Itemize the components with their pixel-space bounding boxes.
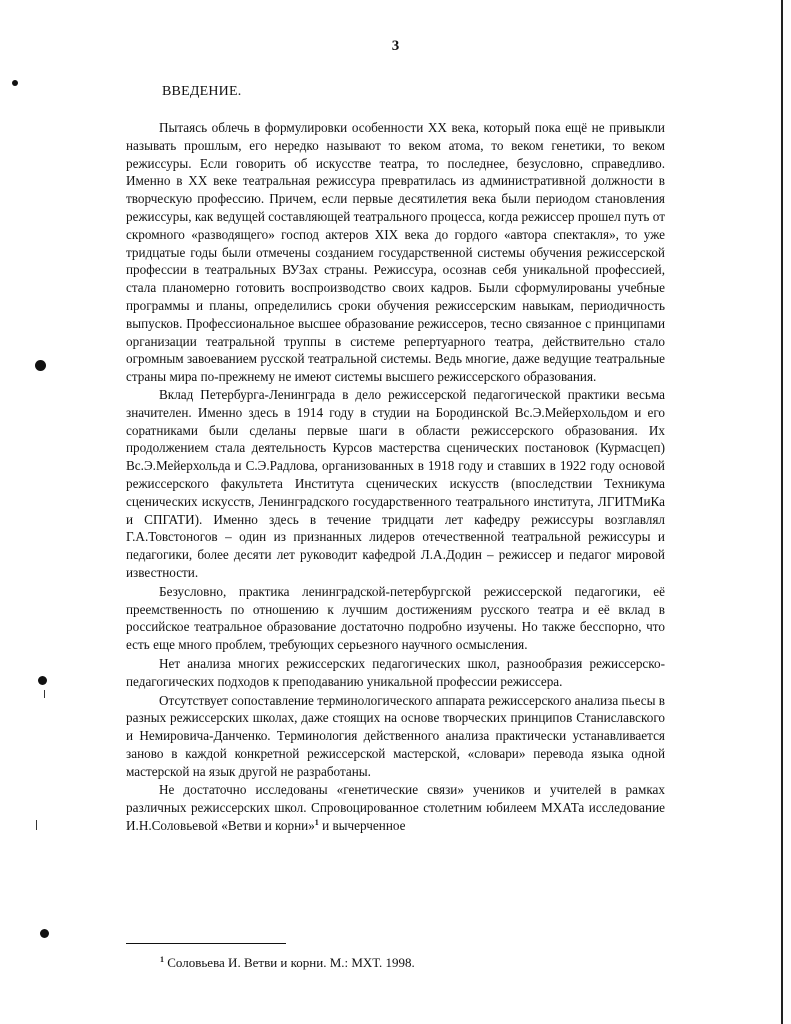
paragraph: Безусловно, практика ленинградской-петербургской режиссерской педагогики, её преемственность по отношению к лучшим достижениям русского театра и её вклад в российское театральное образование достаточно подробно изучены. Но также бесспорно, что есть еще много проблем, требующих серьезного научного осмысления. bbox=[126, 583, 665, 653]
punch-hole-mark bbox=[12, 80, 18, 86]
paragraph-text: и вычерченное bbox=[318, 818, 406, 834]
scan-mark bbox=[36, 820, 37, 830]
punch-hole-mark bbox=[38, 676, 47, 685]
paragraph bbox=[126, 781, 665, 834]
punch-hole-mark bbox=[40, 929, 49, 938]
paragraph: Пытаясь облечь в формулировки особенности XX века, который пока ещё не привыкли называть прошлым, его нередко называют то веком атома, то веком генетики, то веком режиссуры. Если говорить об искусстве театра, то последнее, безусловно, справедливо. Именно в XX веке театральная режиссура превратилась из административной должности в творческую профессию. Причем, если первые десятилетия века были периодом становления режиссуры, как ведущей составляющей театрального процесса, когда режиссер прошел путь от скромного «разводящего» господ актеров XIX века до гордого «автора спектакля», то уже тридцатые годы были отмечены созданием государственной системы обучения режиссерской профессии в театральных ВУЗах страны. Режиссура, осознав себя уникальной профессией, стала планомерно готовить воспроизводство своих кадров. Были сформулированы учебные программы и планы, определились сроки обучения режиссерским навыкам, периодичность выпусков. Профессиональное высшее образование режиссеров, тесно связанное с принципами организации театральной труппы в системе репертуарного театра, действительно стало огромным завоеванием русской театральной системы. Ведь многие, даже ведущие театральные страны мира по-прежнему не имеют системы высшего режиссерского образования. bbox=[126, 120, 665, 385]
footnote-divider bbox=[126, 943, 286, 944]
paragraph: Отсутствует сопоставление терминологического аппарата режиссерского анализа пьесы в разных режиссерских школах, даже стоящих на основе творческих принципов Станиславского и Немировича-Данченко. Терминология действенного анализа практически устанавливается заново в каждой конкретной режиссерской мастерской, «словари» перевода языка одной мастерской на язык другой не разработаны. bbox=[126, 692, 665, 779]
footnote-text: Соловьева И. Ветви и корни. М.: МХТ. 1998. bbox=[164, 955, 415, 970]
footnote-reference[interactable]: 1 bbox=[314, 818, 319, 828]
scan-edge-line bbox=[781, 0, 783, 1024]
footnote-mark: 1 bbox=[160, 955, 164, 964]
paragraph: Вклад Петербурга-Ленинграда в дело режиссерской педагогической практики весьма значителен. Именно здесь в 1914 году в студии на Бородинской Вс.Э.Мейерхольдом и его соратниками были сделаны первые шаги в области режиссерского образования. Их продолжением стала деятельность Курсов мастерства сценических постановок (Курмасцеп) Вс.Э.Мейерхольда и С.Э.Радлова, организованных в 1918 году и ставших в 1922 году основой режиссерского факультета Института сценических искусств (впоследствии Техникума сценических искусств, Ленинградского государственного театрального института, ЛГИТМиКа и СПГАТИ). Именно здесь в течение тридцати лет кафедру режиссуры возглавлял Г.А.Товстоногов – один из признанных лидеров отечественной театральной режиссуры и педагогики, более десяти лет руководит кафедрой Л.А.Додин – режиссер и педагог мировой известности. bbox=[126, 386, 665, 580]
punch-hole-mark bbox=[35, 360, 46, 371]
scan-mark bbox=[44, 690, 45, 698]
section-heading: ВВЕДЕНИЕ. bbox=[162, 84, 242, 99]
paragraph-text: Не достаточно исследованы «генетические связи» учеников и учителей в рамках различных режиссерских школ. Спровоцированное столетним юбилеем МХАТа исследование И.Н.Соловьевой «Ветви и корни» bbox=[126, 782, 665, 834]
page-number: 3 bbox=[391, 38, 400, 54]
paragraph: Нет анализа многих режиссерских педагогических школ, разнообразия режиссерско-педагогических подходов к преподаванию уникальной профессии режиссера. bbox=[126, 655, 665, 689]
document-body bbox=[126, 119, 665, 835]
footnote bbox=[160, 955, 415, 971]
